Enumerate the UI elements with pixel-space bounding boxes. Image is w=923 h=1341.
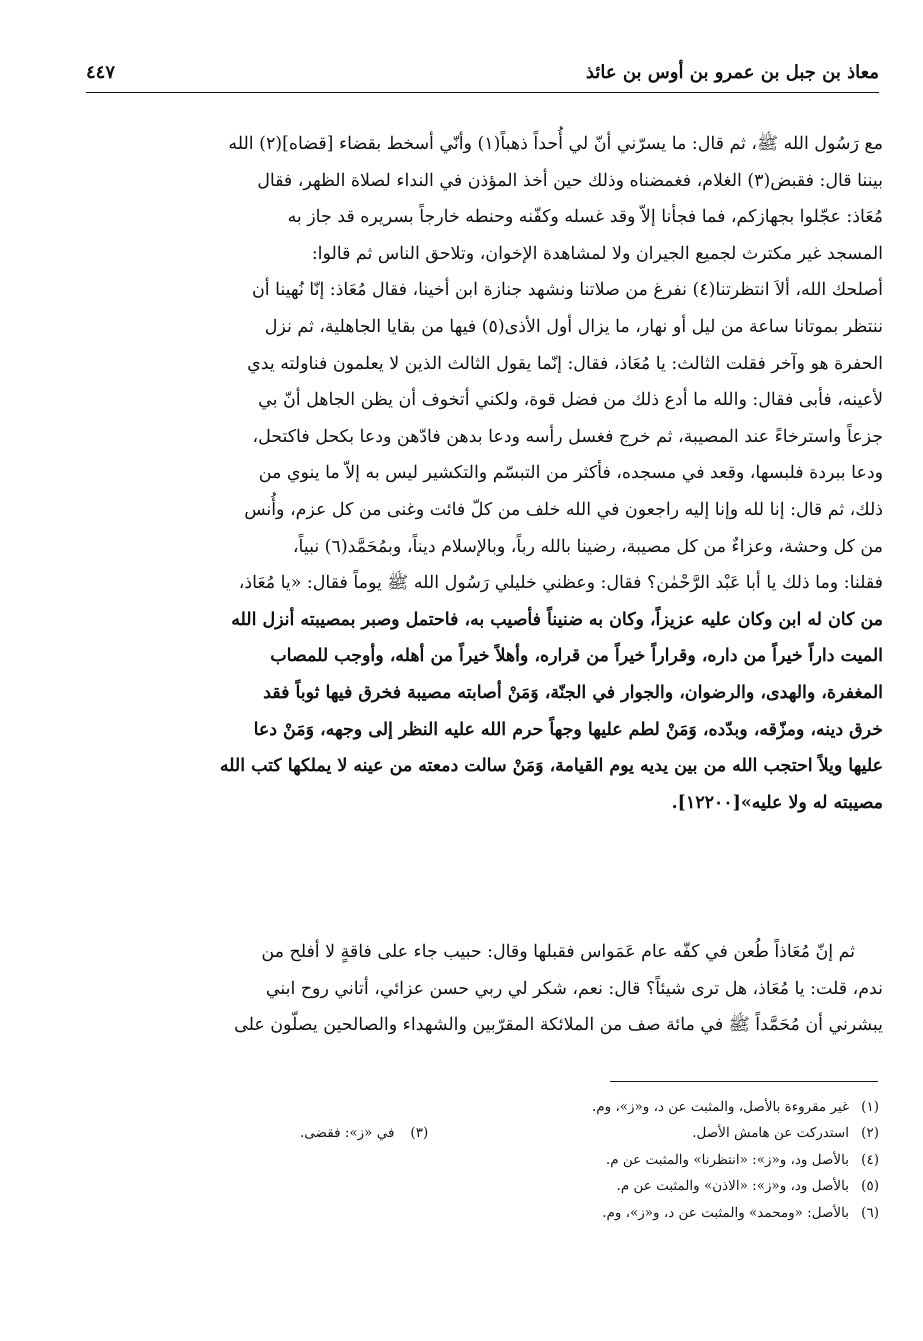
running-header — [86, 54, 879, 93]
text-line: بيننا قال: فقبض(٣) الغلام، فغمضناه وذلك حين أخذ المؤذن في النداء لصلاة الظهر، فقال — [257, 170, 883, 191]
text-line: المسجد غير مكترث لجميع الجيران ولا لمشاهدة الإخوان، وتلاحق الناس ثم قالوا: — [311, 243, 883, 264]
text-line: الميت داراً خيراً من داره، وقراراً خيراً من قراره، وأهلاً خيراً من أهله، وأوجب للمصاب — [270, 646, 883, 667]
header-title: معاذ بن جبل بن عمرو بن أوس بن عائذ — [585, 62, 879, 83]
text-line: ثم إنّ مُعَاذاً طُعن في كفّه عام عَمَواس فقبلها وقال: حبيب جاء على فاقةٍ لا أفلح من — [261, 942, 855, 962]
text-line: ننتظر بموتانا ساعة من ليل أو نهار، ما يزال أول الأذى(٥) فيها من بقايا الجاهلية، ثم نزل — [264, 316, 883, 337]
text-line: أصلحك الله، ألاَ انتظرتنا(٤) نفرغ من صلاتنا ونشهد جنازة ابن أخينا، فقال مُعَاذ: إنّا نُهينا أن — [252, 280, 883, 301]
footnote-number: (٤) — [861, 1151, 879, 1168]
text-line: عليها ويلاً احتجب الله من بين يديه يوم القيامة، وَمَنْ سالت دمعته من عينه لا يملكها كتب الله — [219, 756, 883, 777]
footnote-number: (٢) — [861, 1125, 879, 1142]
text-line: جزعاً واسترخاءً عند المصيبة، ثم خرج فغسل رأسه ودعا بدهن فادّهن ودعا بكحل فاكتحل، — [252, 426, 883, 447]
footnote-number: (٥) — [861, 1178, 879, 1195]
footnote-number: (١) — [861, 1099, 879, 1115]
footnote — [300, 1173, 879, 1199]
text-line: من كل وحشة، وعزاءٌ من كل مصيبة، رضينا بالله رباً، وبالإسلام ديناً، وبمُحَمَّد(٦) نبياً، — [292, 536, 883, 557]
text-line: لأعينه، فأبى فقال: والله ما أدع ذلك من فضل قوة، ولكني أتخوف أن يظن الجاهل أنّ بي — [258, 390, 883, 411]
text-line: يبشرني أن مُحَمَّداً ﷺ في مائة صف من الملائكة المقرّبين والشهداء والصالحين يصلّون على — [234, 1015, 883, 1036]
text-line: ندم، قلت: يا مُعَاذ، هل ترى شيئاً؟ قال: نعم، شكر لي ربي حسن عزائي، أتاني روح ابني — [265, 978, 883, 999]
footnote-text: بالأصل ود، و«ز»: «انتظرنا» والمثبت عن م. — [605, 1151, 849, 1168]
page-number: ٤٤٧ — [86, 62, 116, 83]
text-line: ودعا ببردة فلبسها، وقعد في مسجده، فأكثر من التبسّم والتكشير ليس به إلاّ ما ينوي من — [258, 463, 883, 484]
footnote — [300, 1094, 879, 1120]
footnote-number: (٦) — [861, 1204, 879, 1221]
footnote — [300, 1147, 879, 1173]
footnote-number: (٣) — [410, 1125, 429, 1142]
footnote-text: بالأصل: «ومحمد» والمثبت عن د، و«ز»، وم. — [602, 1204, 849, 1221]
footnote — [300, 1120, 879, 1146]
text-line: مصيبته له ولا عليه»[١٢٢٠٠]. — [671, 792, 883, 813]
footnote-divider — [610, 1081, 878, 1082]
footnote-text: غير مقروءة بالأصل، والمثبت عن د، و«ز»، وم. — [591, 1099, 849, 1115]
text-line: الحفرة هو وآخر فقلت الثالث: يا مُعَاذ، فقال: إنّما يقول الثالث الذين لا يعلمون فناولته يدي — [247, 353, 883, 374]
footnote — [300, 1200, 879, 1226]
second-paragraph — [86, 934, 883, 1044]
footnote-text: في «ز»: فقضى. — [300, 1125, 395, 1142]
main-text — [86, 126, 883, 821]
text-line: من كان له ابن وكان عليه عزيزاً، وكان به ضنيناً فأصيب به، فاحتمل وصبر بمصيبته أنزل الله — [231, 609, 883, 630]
text-line: مُعَاذ: عجّلوا بجهازكم، فما فجأنا إلاّ وقد غسله وكفّنه وحنطه خارجاً بسريره قد جاز به — [287, 207, 883, 228]
text-line: فقلنا: وما ذلك يا أبا عَبْد الرَّحْمٰن؟ فقال: وعظني خليلي رَسُول الله ﷺ يوماً فقال: «يا مُعَاذ، — [238, 573, 883, 594]
footnote-text: بالأصل ود، و«ز»: «الاذن» والمثبت عن م. — [616, 1178, 849, 1195]
text-line: مع رَسُول الله ﷺ، ثم قال: ما يسرّني أنّ لي أُحداً ذهباً(١) وأنّي أسخط بقضاء [قضاه](٢) الله — [228, 134, 883, 154]
text-line: ذلك، ثم قال: إنا لله وإنا إليه راجعون في الله خلف من كلّ فائت وغنى من كل عزم، وأُنس — [244, 499, 883, 520]
footnote-text: استدركت عن هامش الأصل. — [692, 1125, 849, 1142]
footnote-side — [300, 1120, 428, 1146]
text-line: خرق دينه، ومزّقه، وبدّده، وَمَنْ لطم عليها وجهاً حرم الله عليه النظر إلى وجهه، وَمَنْ دعا — [253, 719, 883, 740]
footnotes — [300, 1094, 879, 1226]
text-line: المغفرة، والهدى، والرضوان، والجوار في الجنّة، وَمَنْ أصابته مصيبة فخرق فيها ثوباً فقد — [263, 682, 883, 703]
